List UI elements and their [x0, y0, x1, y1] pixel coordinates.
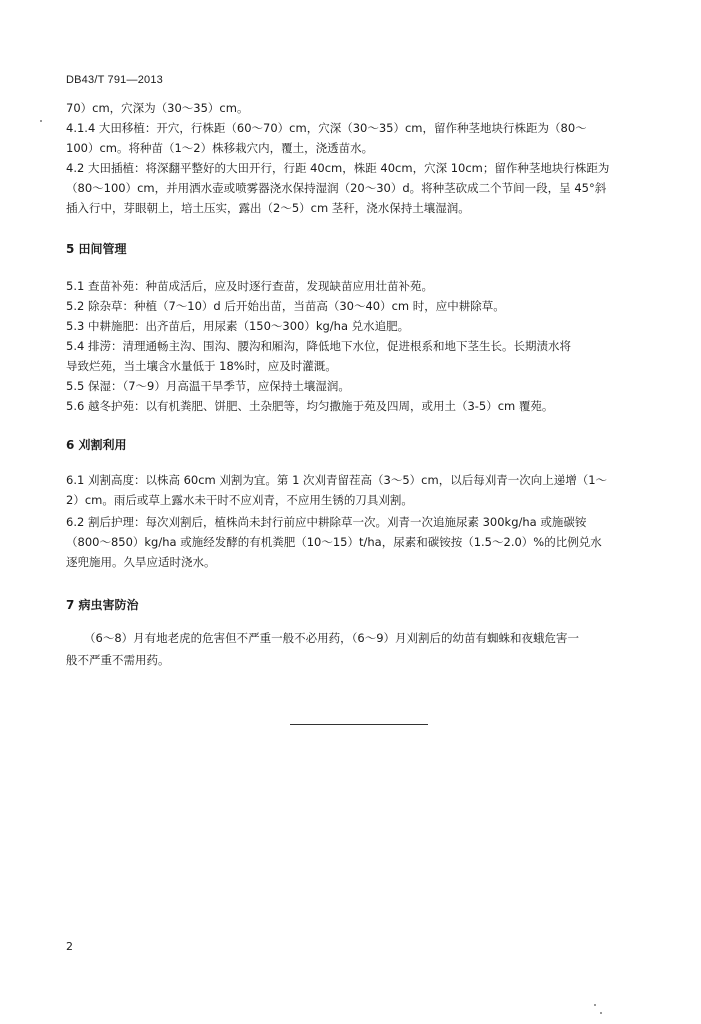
text-line: 5.5 保湿：（7～9）月高温干旱季节，应保持土壤湿润。: [66, 379, 350, 393]
text-line: 6.2 割后护理：每次刈割后，植株尚未封行前应中耕除草一次。刈青一次追施尿素 300kg/ha 或施碳铵: [66, 515, 587, 529]
text-line: 逐兜施用。久旱应适时浇水。: [66, 555, 216, 569]
text-line: 6.1 刈割高度：以株高 60cm 刈割为宜。第 1 次刈青留茬高（3～5）cm，以后每刈青一次向上递增（1～: [66, 473, 608, 487]
section-title: 6 刈割利用: [66, 438, 127, 452]
text-line: （6～8）月有地老虎的危害但不严重一般不必用药，（6～9）月刈割后的幼苗有蜘蛛和夜蛾危害一: [84, 631, 580, 645]
text-line: 70）cm，穴深为（30～35）cm。: [66, 101, 249, 115]
text-line: （80～100）cm，并用洒水壶或喷雾器浇水保持湿润（20～30）d。将种茎砍成二个节间一段，呈 45°斜: [66, 181, 607, 195]
text-line: 导致烂苑，当土壤含水量低于 18%时，应及时灌溉。: [66, 359, 337, 373]
text-line: 5.4 排涝：清理通畅主沟、围沟、腰沟和厢沟，降低地下水位，促进根系和地下茎生长。长期渍水将: [66, 339, 571, 353]
scan-speck: [40, 120, 42, 122]
scan-speck: [600, 1012, 602, 1014]
text-line: 5.1 查苗补苑：种苗成活后，应及时逐行查苗，发现缺苗应用壮苗补苑。: [66, 279, 433, 293]
page-number: 2: [66, 940, 73, 953]
text-line: 5.3 中耕施肥：出齐苗后，用尿素（150～300）kg/ha 兑水追肥。: [66, 319, 410, 333]
end-rule: [290, 724, 428, 725]
standard-code: DB43/T 791—2013: [66, 74, 163, 86]
text-line: 100）cm。将种苗（1～2）株移栽穴内，覆土，浇透苗水。: [66, 141, 374, 155]
section-title: 5 田间管理: [66, 242, 127, 256]
text-line: 4.2 大田插植：将深翻平整好的大田开行，行距 40cm，株距 40cm，穴深 10cm；留作种茎地块行株距为: [66, 161, 610, 175]
text-line: 2）cm。雨后或草上露水未干时不应刈青，不应用生锈的刀具刈割。: [66, 493, 413, 507]
scan-speck: [594, 1004, 596, 1006]
text-line: 5.2 除杂草：种植（7～10）d 后开始出苗，当苗高（30～40）cm 时，应中耕除草。: [66, 299, 505, 313]
text-line: 插入行中，芽眼朝上，培土压实，露出（2～5）cm 茎秆，浇水保持土壤湿润。: [66, 201, 470, 215]
section-title: 7 病虫害防治: [66, 598, 139, 612]
text-line: 4.1.4 大田移植：开穴，行株距（60～70）cm，穴深（30～35）cm，留作种茎地块行株距为（80～: [66, 121, 587, 135]
text-line: 般不严重不需用药。: [66, 653, 170, 667]
text-line: （800～850）kg/ha 或施经发酵的有机粪肥（10～15）t/ha，尿素和碳铵按（1.5～2.0）%的比例兑水: [66, 535, 602, 549]
text-line: 5.6 越冬护苑：以有机粪肥、饼肥、土杂肥等，均匀撒施于苑及四周，或用土（3-5）cm 覆苑。: [66, 399, 554, 413]
